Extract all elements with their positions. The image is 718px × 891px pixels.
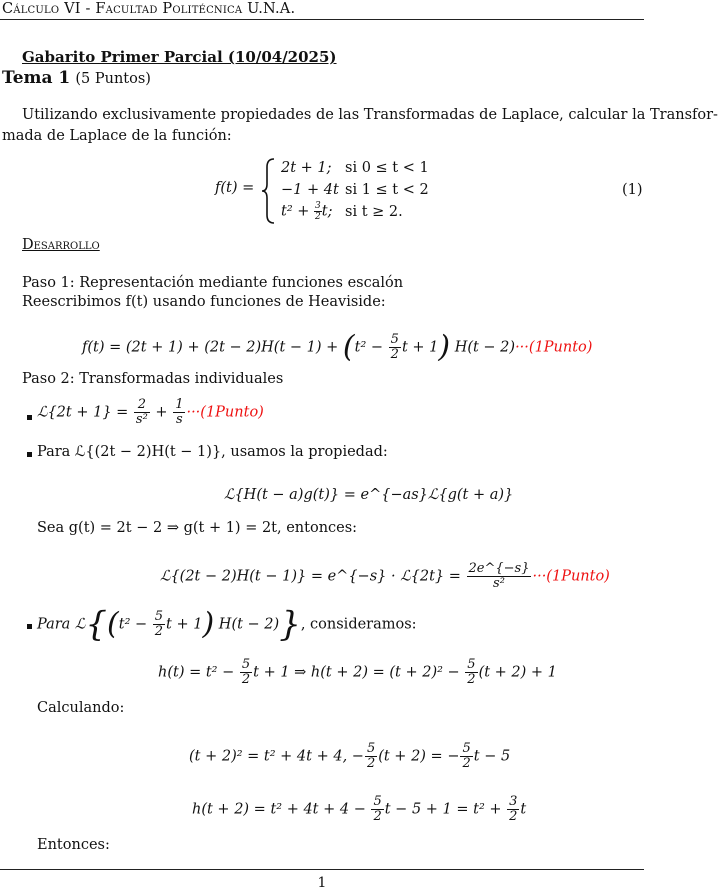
doc-title: Gabarito Primer Parcial (10/04/2025) bbox=[22, 48, 337, 66]
tema-heading bbox=[2, 68, 151, 88]
h-definition: h(t) = t² − $\frac{5}{2}$ t + 1 ⇒ h(t + 2) = (t + 2)² − $\frac{5}{2}$ (t + 2) + 1 bbox=[158, 657, 557, 687]
case-2-cond: si 1 ≤ t < 2 bbox=[345, 182, 429, 198]
desarrollo-heading: Desarrollo bbox=[22, 237, 100, 253]
calculando-label: Calculando: bbox=[37, 700, 125, 716]
left-brace-icon bbox=[260, 157, 276, 225]
case-3-expr: t² + $\frac{3}{2}$ t; bbox=[281, 201, 333, 222]
item2-text: Para ℒ{(2t − 2)H(t − 1)}, usamos la propiedad: bbox=[37, 444, 388, 460]
item2-property: ℒ{H(t − a)g(t)} = e^{−as}ℒ{g(t + a)} bbox=[224, 487, 514, 503]
paso1-title: Paso 1: Representación mediante funciones escalón bbox=[22, 275, 404, 291]
intro-line-1: Utilizando exclusivamente propiedades de las Transformadas de Laplace, calcular la Transfor- bbox=[22, 107, 718, 123]
case-3-cond: si t ≥ 2. bbox=[345, 204, 403, 220]
calc-line-1: (t + 2)² = t² + 4t + 4, − $\frac{5}{2}$ (t + 2) = − $\frac{5}{2}$ t − 5 bbox=[189, 741, 511, 771]
tema-points: (5 Puntos) bbox=[75, 71, 151, 87]
item2-result: ℒ{(2t − 2)H(t − 1)} = e^{−s} · ℒ{2t} = $\frac{2e\^{}\{-s\}}{\text{s²}}$ ···(1Punto) bbox=[160, 561, 610, 591]
tema-label: Tema 1 bbox=[2, 68, 71, 88]
case-1-cond: si 0 ≤ t < 1 bbox=[345, 160, 429, 176]
case-1-expr: 2t + 1; bbox=[281, 160, 332, 176]
intro-line-2: mada de Laplace de la función: bbox=[2, 128, 232, 144]
calc-line-2: h(t + 2) = t² + 4t + 4 − $\frac{5}{2}$ t − 5 + 1 = t² + $\frac{3}{2}$ t bbox=[192, 794, 527, 824]
bullet-3 bbox=[27, 624, 32, 629]
item3-heading: Para ℒ{(t² − $\frac{5}{2}$ t + 1) H(t − 2)}, consideramos: bbox=[37, 604, 417, 645]
bullet-2 bbox=[27, 452, 32, 457]
item1-equation: ℒ{2t + 1} = $\frac{2}{\text{s²}}$ + $\frac{1}{s}$ ···(1Punto) bbox=[37, 397, 264, 427]
paso2-title: Paso 2: Transformadas individuales bbox=[22, 371, 284, 387]
footer-rule bbox=[0, 869, 644, 870]
heaviside-equation: f(t) = (2t + 1) + (2t − 2)H(t − 1) + (t² − $\frac{5}{2}$ t + 1) H(t − 2)···(1Punto) bbox=[82, 329, 593, 365]
entonces-label: Entonces: bbox=[37, 837, 110, 853]
bullet-1 bbox=[27, 415, 32, 420]
case-2-expr: −1 + 4t bbox=[281, 182, 339, 198]
header-title: Cálculo VI - Facultad Politécnica U.N.A. bbox=[2, 1, 296, 17]
equation-number: (1) bbox=[622, 182, 643, 198]
piecewise-lhs: f(t) = bbox=[215, 180, 255, 196]
running-header bbox=[0, 0, 644, 20]
paso1-text: Reescribimos f(t) usando funciones de Heaviside: bbox=[22, 294, 386, 310]
page-number: 1 bbox=[317, 875, 327, 891]
item2-sea: Sea g(t) = 2t − 2 ⇒ g(t + 1) = 2t, entonces: bbox=[37, 520, 358, 536]
